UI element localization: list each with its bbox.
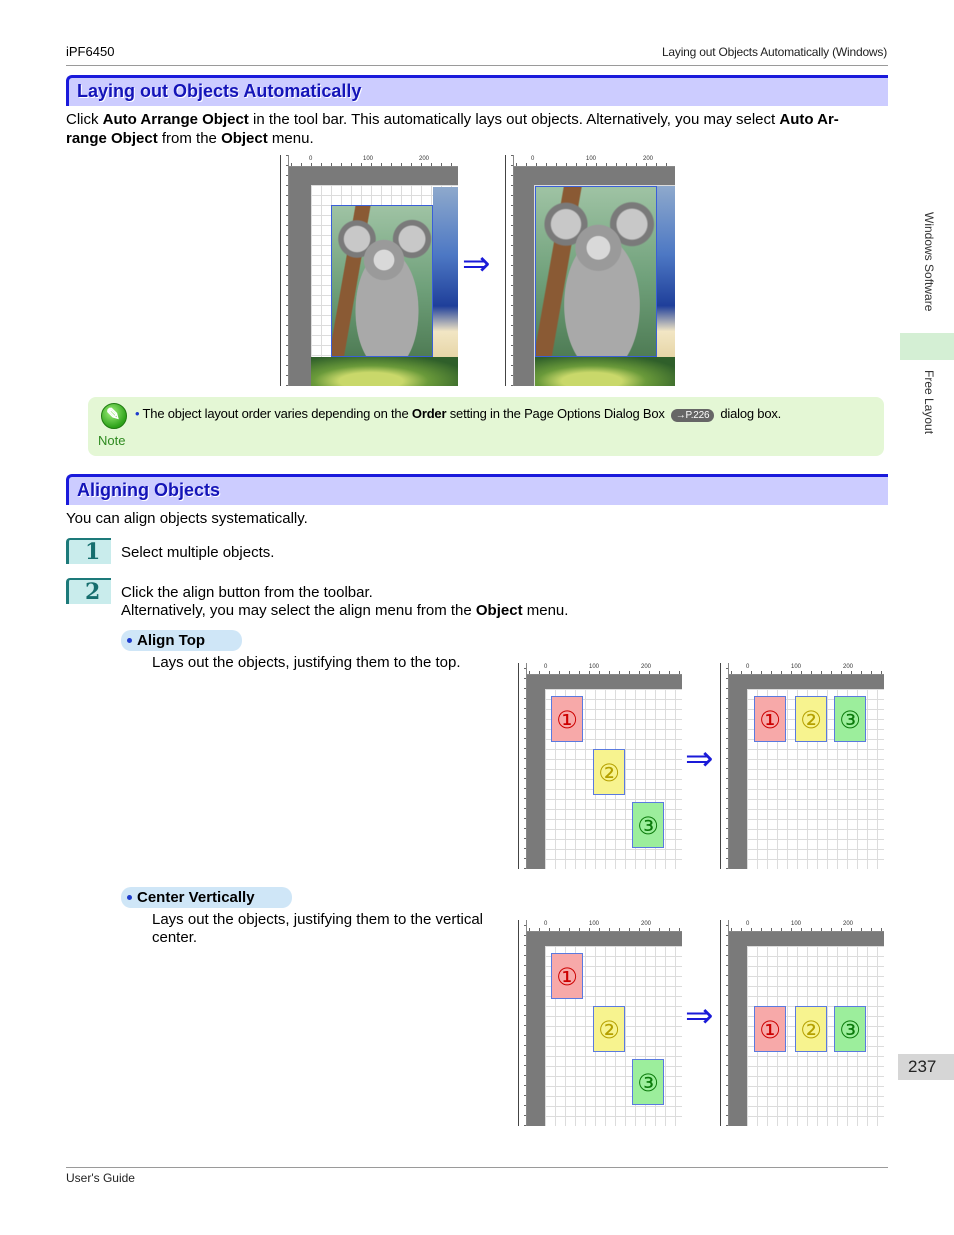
image-object-leaf xyxy=(535,357,675,386)
image-object-leaf xyxy=(311,357,458,386)
ruler-label: 100 xyxy=(791,921,802,927)
step-number: 1 xyxy=(85,539,101,565)
text-run: menu. xyxy=(522,602,569,619)
text-run: in the tool bar. This automatically lays out objects. Alternatively, you may select xyxy=(248,111,780,128)
bold-run: range Object xyxy=(66,130,158,147)
ruler-label: 200 xyxy=(843,664,854,670)
ruler-label: 200 xyxy=(643,156,654,162)
header-product: iPF6450 xyxy=(66,44,115,59)
image-object-blue xyxy=(433,187,458,357)
sidebar-section-label: Windows Software xyxy=(922,212,936,312)
section-heading-aligning xyxy=(66,474,888,505)
bold-run: Auto Ar- xyxy=(779,111,839,128)
section-heading-text: Laying out Objects Automatically xyxy=(77,81,362,101)
screenshot-after-auto-arrange xyxy=(505,155,675,386)
arrow-icon: ⇒ xyxy=(685,739,714,779)
bullet-icon: • xyxy=(135,406,140,421)
page-number: 237 xyxy=(898,1054,954,1080)
section1-paragraph xyxy=(66,110,888,148)
bold-run: Object xyxy=(475,602,523,619)
text-run: menu. xyxy=(267,130,314,147)
object-1: ① xyxy=(551,953,583,999)
step-number: 2 xyxy=(85,579,101,605)
option-center-vertically: Center Vertically xyxy=(121,887,292,908)
step-number-badge xyxy=(66,578,111,604)
ruler-label: 100 xyxy=(791,664,802,670)
text-run: Click the align button from the toolbar. xyxy=(121,584,373,601)
bold-run: Auto Arrange Object xyxy=(102,111,249,128)
text-run: Alternatively, you may select the align menu from the xyxy=(121,602,476,619)
note-text xyxy=(135,406,781,422)
bold-run: Order xyxy=(411,406,447,421)
center-vertically-description xyxy=(152,911,483,947)
text-run: from the xyxy=(157,130,222,147)
object-1: ① xyxy=(551,696,583,742)
ruler-label: 100 xyxy=(589,921,600,927)
ruler-label: 100 xyxy=(586,156,597,162)
step-2-text xyxy=(121,584,568,620)
align-top-description: Lays out the objects, justifying them to the top. xyxy=(152,654,461,671)
image-object-blue xyxy=(657,186,675,357)
section-heading-auto-layout xyxy=(66,75,888,106)
text-run: Click xyxy=(66,111,103,128)
ruler-label: 0 xyxy=(309,156,313,162)
ruler-label: 200 xyxy=(843,921,854,927)
ruler-label: 0 xyxy=(544,664,548,670)
section2-intro: You can align objects systematically. xyxy=(66,510,308,527)
sidebar-chapter-label: Free Layout xyxy=(922,370,936,435)
koala-image-object xyxy=(331,205,433,357)
note-box xyxy=(88,397,884,456)
section-heading-text: Aligning Objects xyxy=(77,480,221,500)
arrow-icon: ⇒ xyxy=(685,996,714,1036)
option-align-top: Align Top xyxy=(121,630,242,651)
ruler-vertical xyxy=(519,920,527,1126)
text-run: dialog box. xyxy=(720,406,782,421)
object-1: ① xyxy=(754,696,786,742)
note-label: Note xyxy=(98,433,126,448)
ruler-label: 200 xyxy=(641,664,652,670)
bold-run: Object xyxy=(221,130,268,147)
screenshot-align-top-before xyxy=(518,663,682,869)
koala-image-object xyxy=(535,186,657,357)
ruler-label: 0 xyxy=(544,921,548,927)
ruler-vertical xyxy=(721,663,729,869)
step-number-badge xyxy=(66,538,111,564)
object-3: ③ xyxy=(834,696,866,742)
arrow-icon: ⇒ xyxy=(462,244,491,284)
text-run: Lays out the objects, justifying them to the vertical xyxy=(152,911,484,928)
object-2: ② xyxy=(795,1006,827,1052)
screenshot-center-vertically-after xyxy=(720,920,884,1126)
screenshot-center-vertically-before xyxy=(518,920,682,1126)
text-run: The object layout order varies depending on the xyxy=(142,406,412,421)
ruler-label: 200 xyxy=(419,156,430,162)
ruler-vertical xyxy=(519,663,527,869)
footer-text: User's Guide xyxy=(66,1171,135,1185)
sidebar-chapter-marker xyxy=(900,333,954,360)
screenshot-align-top-after xyxy=(720,663,884,869)
header-chapter-title: Laying out Objects Automatically (Windows) xyxy=(661,45,887,59)
object-3: ③ xyxy=(834,1006,866,1052)
object-2: ② xyxy=(593,749,625,795)
object-3: ③ xyxy=(632,1059,664,1105)
screenshot-before-auto-arrange xyxy=(280,155,458,386)
ruler-vertical xyxy=(281,155,289,386)
ruler-vertical xyxy=(506,155,514,386)
text-run: setting in the Page Options Dialog Box xyxy=(446,406,665,421)
step-1-text: Select multiple objects. xyxy=(121,544,275,561)
header-rule xyxy=(66,65,888,66)
footer-rule xyxy=(66,1167,888,1168)
page-reference-link[interactable]: →P.226 xyxy=(671,409,715,422)
object-2: ② xyxy=(795,696,827,742)
ruler-vertical xyxy=(721,920,729,1126)
object-2: ② xyxy=(593,1006,625,1052)
ruler-label: 200 xyxy=(641,921,652,927)
ruler-label: 100 xyxy=(589,664,600,670)
ruler-label: 0 xyxy=(746,664,750,670)
object-3: ③ xyxy=(632,802,664,848)
object-1: ① xyxy=(754,1006,786,1052)
text-run: center. xyxy=(152,929,198,946)
note-pencil-icon: ✎ xyxy=(101,403,127,429)
ruler-label: 0 xyxy=(746,921,750,927)
ruler-label: 0 xyxy=(531,156,535,162)
ruler-label: 100 xyxy=(363,156,374,162)
